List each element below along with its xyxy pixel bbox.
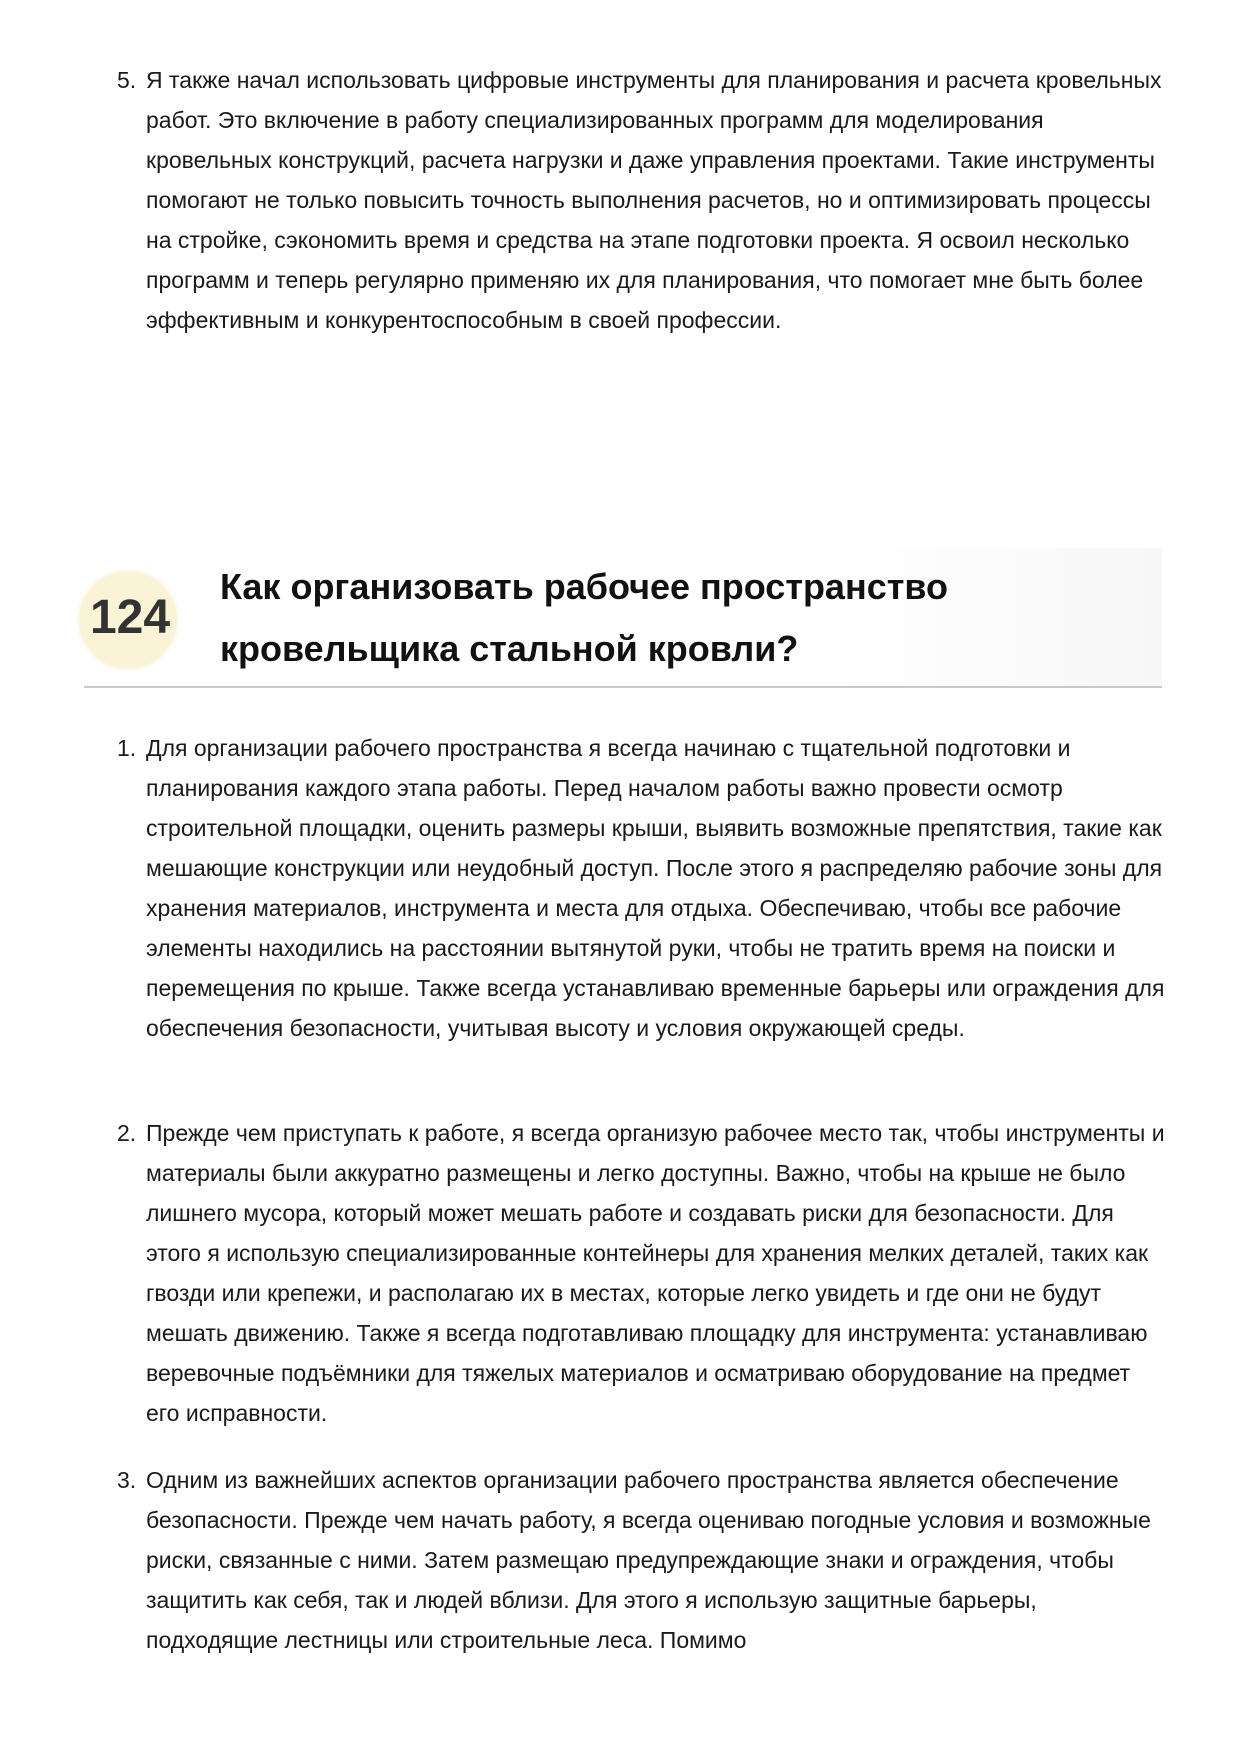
- list-item: [117, 60, 1167, 340]
- list-item-text: Одним из важнейших аспектов организации рабочего пространства является обеспечение безопасности. Прежде чем начать работу, я всегда оцениваю погодные условия и возможные риски, связанные с ними. Затем размещаю предупреждающие знаки и ограждения, чтобы защитить как себя, так и людей вблизи. Для этого я использую защитные барьеры, подходящие лестницы или строительные леса. Помимо: [146, 1467, 1151, 1653]
- list-item-number: 3.: [117, 1467, 137, 1493]
- list-item-number: 1.: [117, 735, 137, 761]
- list-item: [117, 1460, 1167, 1660]
- section-number: 124: [89, 591, 171, 644]
- list-item-text: Прежде чем приступать к работе, я всегда организую рабочее место так, чтобы инструменты и материалы были аккуратно размещены и легко доступны. Важно, чтобы на крыше не было лишнего мусора, который может мешать работе и создавать риски для безопасности. Для этого я использую специализированные контейнеры для хранения мелких деталей, таких как гвозди или крепежи, и располагаю их в местах, которые легко увидеть и где они не будут мешать движению. Также я всегда подготавливаю площадку для инструмента: устанавливаю веревочные подъёмники для тяжелых материалов и осматриваю оборудование на предмет его исправности.: [146, 1120, 1165, 1426]
- list-item-text: Я также начал использовать цифровые инструменты для планирования и расчета кровельных работ. Это включение в работу специализированных программ для моделирования кровельных конструкций, расчета нагрузки и даже управления проектами. Такие инструменты помогают не только повысить точность выполнения расчетов, но и оптимизировать процессы на стройке, сэкономить время и средства на этапе подготовки проекта. Я освоил несколько программ и теперь регулярно применяю их для планирования, что помогает мне быть более эффективным и конкурентоспособным в своей профессии.: [146, 67, 1162, 333]
- list-item-number: 5.: [117, 67, 137, 93]
- list-item-number: 2.: [117, 1120, 137, 1146]
- section-title: Как организовать рабочее пространство кровельщика стальной кровли?: [220, 566, 948, 669]
- list-item: [117, 728, 1167, 1048]
- list-item: [117, 1113, 1167, 1433]
- list-item-text: Для организации рабочего пространства я всегда начинаю с тщательной подготовки и планирования каждого этапа работы. Перед началом работы важно провести осмотр строительной площадки, оценить размеры крыши, выявить возможные препятствия, такие как мешающие конструкции или неудобный доступ. После этого я распределяю рабочие зоны для хранения материалов, инструмента и места для отдыха. Обеспечиваю, чтобы все рабочие элементы находились на расстоянии вытянутой руки, чтобы не тратить время на поиски и перемещения по крыше. Также всегда устанавливаю временные барьеры или ограждения для обеспечения безопасности, учитывая высоту и условия окружающей среды.: [146, 735, 1165, 1041]
